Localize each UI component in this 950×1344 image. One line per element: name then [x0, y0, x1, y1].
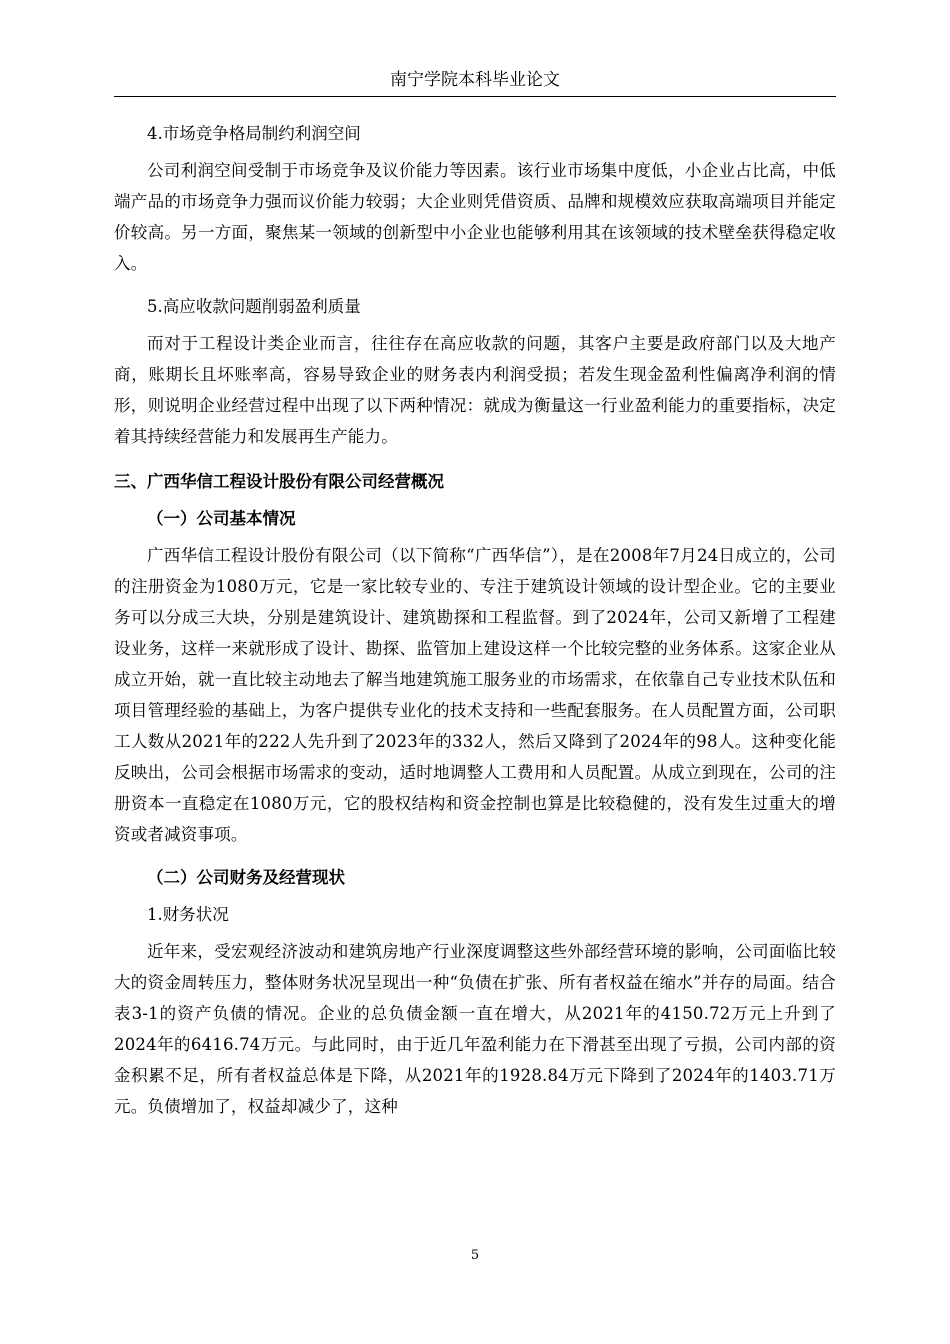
subsection-heading-basic-info: （一）公司基本情况	[147, 509, 296, 528]
paragraph-receivables: 而对于工程设计类企业而言，往往存在高应收款的问题，其客户主要是政府部门以及大地产商，账期长且坏账率高，容易导致企业的财务表内利润受损；若发生现金盈利性偏离净利润的情形，则说明企业经营过程中出现了以下两种情况：就成为衡量这一行业盈利能力的重要指标，决定着其持续经营能力和发展再生产能力。	[114, 334, 836, 446]
heading-receivables: 5.高应收款问题削弱盈利质量	[147, 297, 361, 316]
paragraph-basic-info: 广西华信工程设计股份有限公司（以下简称“广西华信”），是在2008年7月24日成立的，公司的注册资金为1080万元，它是一家比较专业的、专注于建筑设计领域的设计型企业。它的主要业务可以分成三大块，分别是建筑设计、建筑勘探和工程监督。到了2024年，公司又新增了工程建设业务，这样一来就形成了设计、勘探、监管加上建设这样一个比较完整的业务体系。这家企业从成立开始，就一直比较主动地去了解当地建筑施工服务业的市场需求，在依靠自己专业技术队伍和项目管理经验的基础上，为客户提供专业化的技术支持和一些配套服务。在人员配置方面，公司职工人数从2021年的222人先升到了2023年的332人，然后又降到了2024年的98人。这种变化能反映出，公司会根据市场需求的变动，适时地调整人工费用和人员配置。从成立到现在，公司的注册资本一直稳定在1080万元，它的股权结构和资金控制也算是比较稳健的，没有发生过重大的增资或者减资事项。	[114, 546, 836, 844]
page-number: 5	[470, 1248, 480, 1263]
header-rule	[114, 96, 836, 97]
page-header-title: 南宁学院本科毕业论文	[390, 70, 560, 90]
page-body	[114, 112, 836, 1122]
subsection-heading-finance: （二）公司财务及经营现状	[147, 868, 345, 887]
heading-financial-status: 1.财务状况	[147, 905, 229, 924]
heading-market-competition: 4.市场竞争格局制约利润空间	[147, 124, 361, 143]
paragraph-financial-status: 近年来，受宏观经济波动和建筑房地产行业深度调整这些外部经营环境的影响，公司面临比较大的资金周转压力，整体财务状况呈现出一种“负债在扩张、所有者权益在缩水”并存的局面。结合表3-1的资产负债的情况。企业的总负债金额一直在增大，从2021年的4150.72万元上升到了2024年的6416.74万元。与此同时，由于近几年盈利能力在下滑甚至出现了亏损，公司内部的资金积累不足，所有者权益总体是下降，从2021年的1928.84万元下降到了2024年的1403.71万元。负债增加了，权益却减少了，这种	[114, 942, 836, 1116]
paragraph-market-competition: 公司利润空间受制于市场竞争及议价能力等因素。该行业市场集中度低，小企业占比高，中低端产品的市场竞争力强而议价能力较弱；大企业则凭借资质、品牌和规模效应获取高端项目并能定价较高。另一方面，聚焦某一领域的创新型中小企业也能够利用其在该领域的技术壁垒获得稳定收入。	[114, 161, 836, 273]
section-heading-company-overview: 三、广西华信工程设计股份有限公司经营概况	[114, 472, 444, 491]
